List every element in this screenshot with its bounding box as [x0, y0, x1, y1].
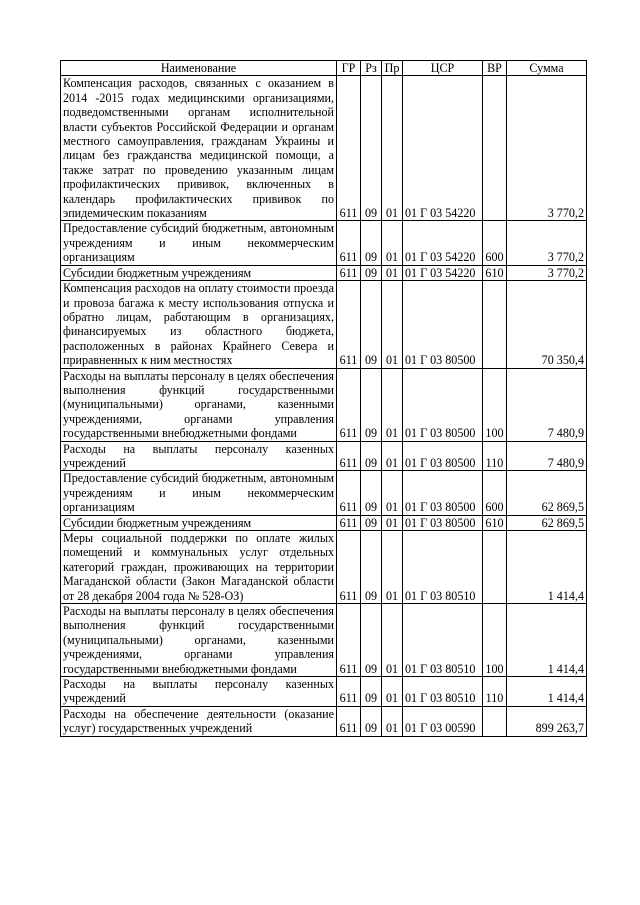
budget-table — [60, 60, 587, 737]
cell-sum: 70 350,4 — [507, 281, 587, 368]
cell-gr: 611 — [337, 515, 361, 530]
cell-gr: 611 — [337, 471, 361, 515]
table-body — [61, 76, 587, 736]
cell-csr: 01 Г 03 80500 — [403, 368, 483, 441]
cell-name: Расходы на выплаты персоналу в целях обеспечения выполнения функций государственными (муниципальными) органами, казенными учреждениями, органами управления государственными внебюджетными фондами — [61, 368, 337, 441]
cell-sum: 62 869,5 — [507, 471, 587, 515]
cell-pr: 01 — [382, 281, 403, 368]
cell-pr: 01 — [382, 368, 403, 441]
cell-sum: 7 480,9 — [507, 368, 587, 441]
cell-vr: 600 — [483, 471, 507, 515]
table-row — [61, 441, 587, 471]
table-row — [61, 677, 587, 707]
cell-vr: 110 — [483, 441, 507, 471]
header-name: Наименование — [61, 61, 337, 76]
table-row — [61, 368, 587, 441]
cell-gr: 611 — [337, 265, 361, 280]
cell-gr: 611 — [337, 368, 361, 441]
table-row — [61, 531, 587, 604]
table-row — [61, 76, 587, 221]
header-gr: ГР — [337, 61, 361, 76]
cell-rz: 09 — [361, 515, 382, 530]
cell-csr: 01 Г 03 80500 — [403, 515, 483, 530]
cell-csr: 01 Г 03 54220 — [403, 221, 483, 265]
cell-rz: 09 — [361, 604, 382, 677]
cell-name: Компенсация расходов, связанных с оказанием в 2014 -2015 годах медицинскими организациями, подведомственными органам исполнительной власти субъектов Российской Федерации и органам местного самоуправления, гражданам Украины и лицам без гражданства медицинской помощи, а также затрат по проведению указанным лицам профилактических прививок, включенных в календарь профилактических прививок по эпидемическим показаниям — [61, 76, 337, 221]
table-row — [61, 281, 587, 368]
cell-sum: 1 414,4 — [507, 531, 587, 604]
header-csr: ЦСР — [403, 61, 483, 76]
cell-csr: 01 Г 03 80500 — [403, 471, 483, 515]
cell-pr: 01 — [382, 441, 403, 471]
cell-vr: 100 — [483, 604, 507, 677]
cell-gr: 611 — [337, 531, 361, 604]
budget-document-page — [60, 60, 586, 737]
cell-rz: 09 — [361, 706, 382, 736]
cell-gr: 611 — [337, 604, 361, 677]
cell-rz: 09 — [361, 265, 382, 280]
cell-pr: 01 — [382, 531, 403, 604]
cell-csr: 01 Г 03 80500 — [403, 281, 483, 368]
cell-sum: 62 869,5 — [507, 515, 587, 530]
header-pr: Пр — [382, 61, 403, 76]
cell-sum: 3 770,2 — [507, 221, 587, 265]
header-sum: Сумма — [507, 61, 587, 76]
cell-name: Субсидии бюджетным учреждениям — [61, 515, 337, 530]
cell-gr: 611 — [337, 441, 361, 471]
table-row — [61, 706, 587, 736]
cell-rz: 09 — [361, 281, 382, 368]
cell-rz: 09 — [361, 441, 382, 471]
cell-pr: 01 — [382, 515, 403, 530]
cell-sum: 1 414,4 — [507, 677, 587, 707]
cell-vr: 110 — [483, 677, 507, 707]
cell-rz: 09 — [361, 76, 382, 221]
cell-sum: 3 770,2 — [507, 265, 587, 280]
cell-gr: 611 — [337, 677, 361, 707]
cell-vr: 610 — [483, 265, 507, 280]
cell-gr: 611 — [337, 76, 361, 221]
cell-csr: 01 Г 03 80500 — [403, 441, 483, 471]
cell-vr — [483, 531, 507, 604]
cell-pr: 01 — [382, 471, 403, 515]
cell-vr: 610 — [483, 515, 507, 530]
cell-name: Расходы на выплаты персоналу казенных учреждений — [61, 677, 337, 707]
cell-csr: 01 Г 03 54220 — [403, 265, 483, 280]
header-rz: Рз — [361, 61, 382, 76]
cell-name: Субсидии бюджетным учреждениям — [61, 265, 337, 280]
cell-vr: 600 — [483, 221, 507, 265]
table-row — [61, 265, 587, 280]
cell-pr: 01 — [382, 76, 403, 221]
cell-gr: 611 — [337, 281, 361, 368]
table-row — [61, 604, 587, 677]
cell-pr: 01 — [382, 706, 403, 736]
cell-vr — [483, 76, 507, 221]
cell-rz: 09 — [361, 677, 382, 707]
cell-rz: 09 — [361, 531, 382, 604]
cell-rz: 09 — [361, 221, 382, 265]
table-header-row — [61, 61, 587, 76]
cell-pr: 01 — [382, 677, 403, 707]
header-vr: ВР — [483, 61, 507, 76]
cell-pr: 01 — [382, 221, 403, 265]
cell-gr: 611 — [337, 706, 361, 736]
cell-csr: 01 Г 03 00590 — [403, 706, 483, 736]
cell-pr: 01 — [382, 604, 403, 677]
cell-name: Предоставление субсидий бюджетным, автономным учреждениям и иным некоммерческим организациям — [61, 221, 337, 265]
cell-pr: 01 — [382, 265, 403, 280]
cell-name: Меры социальной поддержки по оплате жилых помещений и коммунальных услуг отдельных категорий граждан, проживающих на территории Магаданской области (Закон Магаданской области от 28 декабря 2004 года № 528-ОЗ) — [61, 531, 337, 604]
cell-csr: 01 Г 03 80510 — [403, 531, 483, 604]
cell-sum: 3 770,2 — [507, 76, 587, 221]
table-row — [61, 471, 587, 515]
cell-name: Предоставление субсидий бюджетным, автономным учреждениям и иным некоммерческим организациям — [61, 471, 337, 515]
table-row — [61, 221, 587, 265]
table-row — [61, 515, 587, 530]
cell-sum: 7 480,9 — [507, 441, 587, 471]
cell-vr — [483, 706, 507, 736]
cell-sum: 899 263,7 — [507, 706, 587, 736]
cell-vr: 100 — [483, 368, 507, 441]
cell-gr: 611 — [337, 221, 361, 265]
cell-vr — [483, 281, 507, 368]
cell-csr: 01 Г 03 80510 — [403, 604, 483, 677]
cell-name: Расходы на выплаты персоналу казенных учреждений — [61, 441, 337, 471]
cell-name: Расходы на обеспечение деятельности (оказание услуг) государственных учреждений — [61, 706, 337, 736]
cell-rz: 09 — [361, 368, 382, 441]
cell-rz: 09 — [361, 471, 382, 515]
cell-csr: 01 Г 03 54220 — [403, 76, 483, 221]
cell-name: Расходы на выплаты персоналу в целях обеспечения выполнения функций государственными (муниципальными) органами, казенными учреждениями, органами управления государственными внебюджетными фондами — [61, 604, 337, 677]
cell-csr: 01 Г 03 80510 — [403, 677, 483, 707]
cell-name: Компенсация расходов на оплату стоимости проезда и провоза багажа к месту использования отпуска и обратно лицам, работающим в организациях, финансируемых из областного бюджета, расположенных в районах Крайнего Севера и приравненных к ним местностях — [61, 281, 337, 368]
cell-sum: 1 414,4 — [507, 604, 587, 677]
